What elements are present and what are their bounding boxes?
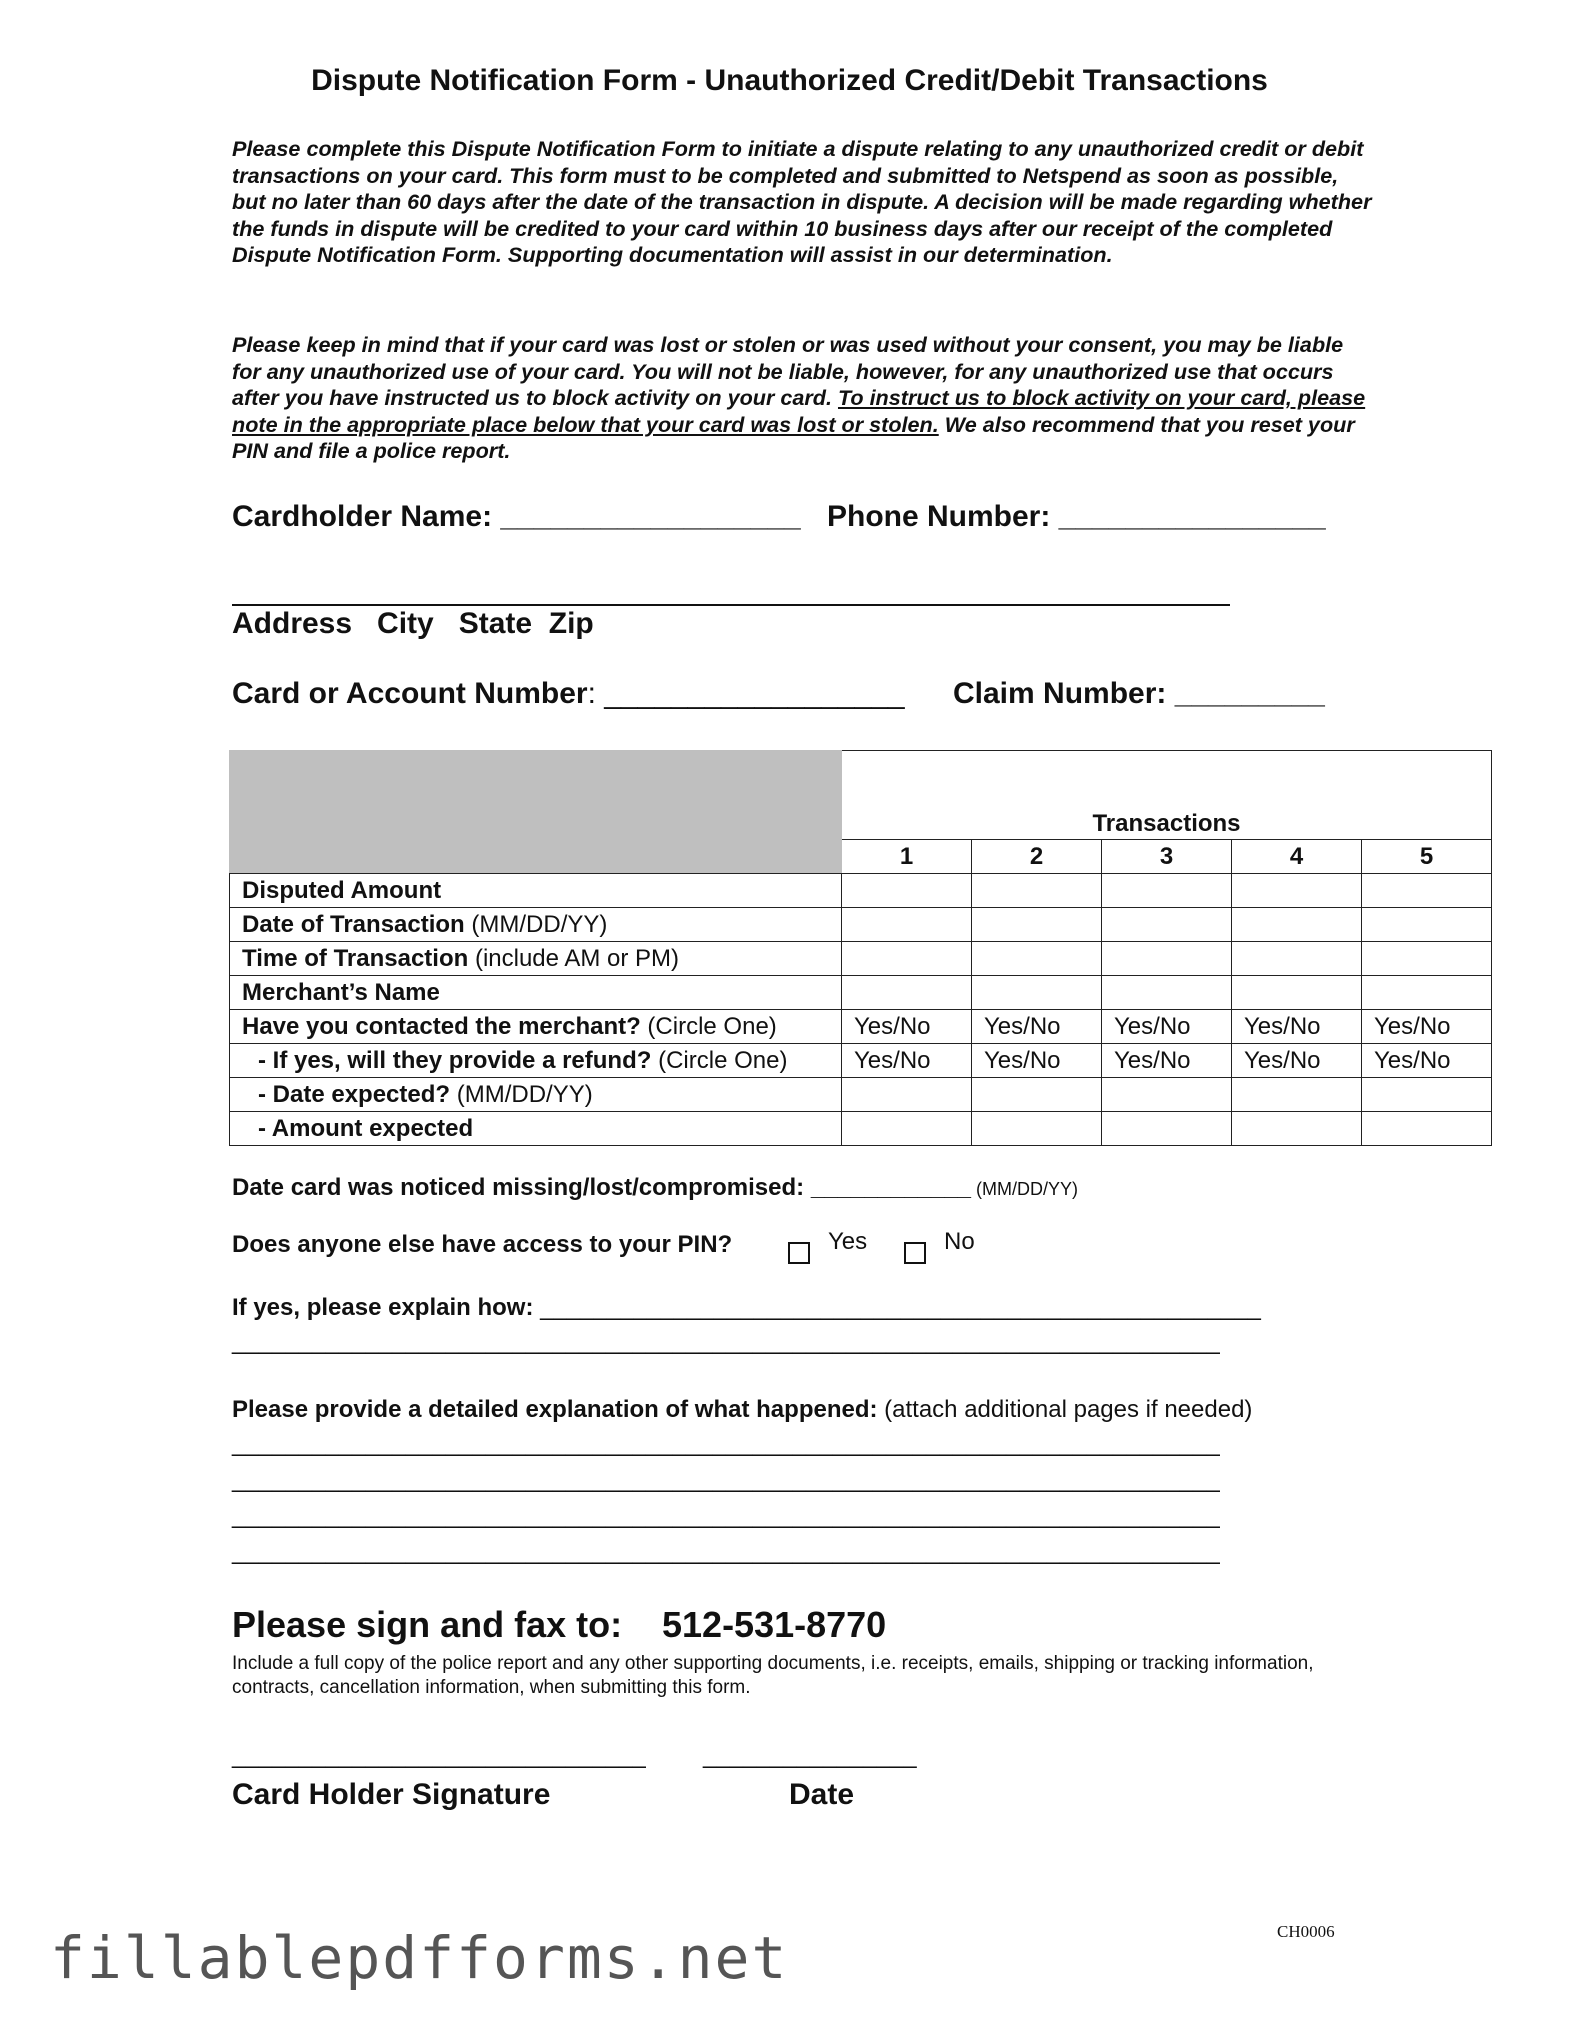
table-row <box>230 1112 1492 1146</box>
claim-number-field[interactable]: Claim Number: _________ <box>953 677 1325 710</box>
pin-yes-label: Yes <box>828 1228 868 1255</box>
explanation-line-3[interactable]: __________________________________________________________________________ <box>232 1502 1220 1529</box>
row-label <box>230 1112 842 1146</box>
fax-number: 512-531-8770 <box>662 1604 887 1645</box>
transactions-body <box>230 874 1492 1146</box>
table-cell[interactable] <box>842 874 972 908</box>
table-cell[interactable] <box>1362 874 1492 908</box>
card-account-field[interactable]: Card or Account Number: __________________ <box>232 677 905 710</box>
table-cell[interactable] <box>972 942 1102 976</box>
table-cell[interactable] <box>972 976 1102 1010</box>
table-cell[interactable] <box>1362 1078 1492 1112</box>
explain-how-label: If yes, please explain how: <box>232 1294 541 1321</box>
row-label <box>230 908 842 942</box>
cardholder-name-field[interactable]: Cardholder Name: __________________ <box>232 500 801 533</box>
row-label-text: Have you contacted the merchant? <box>242 1013 641 1040</box>
row-label-text: Time of Transaction <box>242 945 469 972</box>
table-cell[interactable] <box>1232 1078 1362 1112</box>
table-cell[interactable] <box>842 1078 972 1112</box>
column-number: 3 <box>1102 840 1232 874</box>
row-label <box>230 874 842 908</box>
row-label-note: (MM/DD/YY) <box>464 911 608 938</box>
phone-number-field[interactable]: Phone Number: ________________ <box>827 500 1326 533</box>
fax-note: Include a full copy of the police report and any other supporting documents, i.e. receipts, emails, shipping or tracking information, contracts, cancellation information, when submitting this form. <box>232 1653 1314 1698</box>
explanation-line-1[interactable]: __________________________________________________________________________ <box>232 1430 1220 1457</box>
row-label <box>230 1078 842 1112</box>
pin-access-question: Does anyone else have access to your PIN? <box>232 1231 733 1258</box>
table-cell[interactable]: Yes/No <box>1232 1010 1362 1044</box>
signature-line[interactable]: _______________________________ <box>232 1742 646 1769</box>
pin-no-checkbox[interactable] <box>904 1242 926 1264</box>
watermark: fillablepdfforms.net <box>50 1924 789 1992</box>
pin-yes-checkbox[interactable] <box>788 1242 810 1264</box>
row-label-text: - If yes, will they provide a refund? <box>258 1047 652 1074</box>
table-cell[interactable] <box>1102 908 1232 942</box>
pin-no-label: No <box>944 1228 975 1255</box>
table-cell[interactable] <box>1362 976 1492 1010</box>
row-label <box>230 1010 842 1044</box>
transactions-table <box>229 750 1492 1146</box>
block-instruction-text: To instruct us to block activity on your card, please note in the appropriate place below that your card was lost or stolen. <box>232 385 1366 437</box>
table-cell[interactable] <box>1232 908 1362 942</box>
table-cell[interactable] <box>1232 874 1362 908</box>
row-label-text: - Date expected? <box>258 1081 451 1108</box>
explanation-note: (attach additional pages if needed) <box>877 1396 1253 1423</box>
table-cell[interactable] <box>972 1078 1102 1112</box>
pin-reset-text: We also recommend that you reset your PIN and file a police report. <box>232 411 1355 463</box>
table-cell[interactable] <box>972 1112 1102 1146</box>
table-cell[interactable]: Yes/No <box>1362 1010 1492 1044</box>
row-label <box>230 1044 842 1078</box>
table-cell[interactable]: Yes/No <box>1102 1044 1232 1078</box>
missing-date-format: (MM/DD/YY) <box>970 1179 1078 1199</box>
table-cell[interactable]: Yes/No <box>972 1010 1102 1044</box>
table-row <box>230 976 1492 1010</box>
table-cell[interactable] <box>972 874 1102 908</box>
form-code: CH0006 <box>1277 1922 1335 1941</box>
table-row <box>230 942 1492 976</box>
row-label-text: Disputed Amount <box>242 877 442 904</box>
transactions-header: Transactions <box>842 751 1492 840</box>
address-labels: Address City State Zip <box>232 607 594 640</box>
table-cell[interactable] <box>1232 942 1362 976</box>
table-cell[interactable] <box>1102 976 1232 1010</box>
table-cell[interactable] <box>1232 1112 1362 1146</box>
liability-text: Please keep in mind that if your card was lost or stolen or was used without your consent, you may be liable for any unauthorized use of your card. You will not be liable, however, for any unauthorized use that occurs after you have instructed us to block activity on your card. <box>232 332 1344 410</box>
intro-paragraph-2 <box>232 332 1372 465</box>
table-gray-header <box>230 751 842 874</box>
column-number: 1 <box>842 840 972 874</box>
explain-how-line-2[interactable]: __________________________________________________________________________ <box>232 1328 1220 1355</box>
row-label-note: (Circle One) <box>640 1013 777 1040</box>
row-label-text: Merchant’s Name <box>242 979 440 1006</box>
intro-paragraph-1: Please complete this Dispute Notification Form to initiate a dispute relating to any unauthorized credit or debit transactions on your card. This form must to be completed and submitted to Netspend as soon as possible, but no later than 60 days after the date of the transaction in dispute. A decision will be made regarding whether the funds in dispute will be credited to your card within 10 business days after our receipt of the completed Dispute Notification Form. Supporting documentation will assist in our determination. <box>232 136 1372 267</box>
signature-label: Card Holder Signature <box>232 1778 551 1811</box>
explanation-line-4[interactable]: __________________________________________________________________________ <box>232 1538 1220 1565</box>
table-cell[interactable] <box>1362 1112 1492 1146</box>
form-title: Dispute Notification Form - Unauthorized Credit/Debit Transactions <box>311 64 1268 97</box>
table-cell[interactable]: Yes/No <box>1232 1044 1362 1078</box>
table-row <box>230 908 1492 942</box>
table-cell[interactable] <box>1102 1078 1232 1112</box>
explanation-line-2[interactable]: __________________________________________________________________________ <box>232 1466 1220 1493</box>
table-row <box>230 1078 1492 1112</box>
card-account-label: Card or Account Number <box>232 677 588 710</box>
table-cell[interactable] <box>1102 874 1232 908</box>
table-cell[interactable] <box>1102 942 1232 976</box>
table-cell[interactable]: Yes/No <box>842 1044 972 1078</box>
row-label-text: Date of Transaction <box>242 911 465 938</box>
explanation-label: Please provide a detailed explanation of what happened: (attach additional pages if needed) <box>232 1396 1253 1423</box>
table-row <box>230 1010 1492 1044</box>
signature-date-label: Date <box>789 1778 855 1811</box>
column-number: 5 <box>1362 840 1492 874</box>
table-cell[interactable] <box>1232 976 1362 1010</box>
row-label-text: - Amount expected <box>258 1115 474 1142</box>
table-cell[interactable]: Yes/No <box>842 1010 972 1044</box>
table-cell[interactable]: Yes/No <box>1362 1044 1492 1078</box>
table-row <box>230 1044 1492 1078</box>
table-cell[interactable] <box>842 908 972 942</box>
fax-label: Please sign and fax to: <box>232 1604 623 1645</box>
row-label-note: (include AM or PM) <box>468 945 680 972</box>
missing-date-label: Date card was noticed missing/lost/compromised: ____________ <box>232 1174 971 1201</box>
explain-how-field[interactable]: If yes, please explain how: ______________________________________________________ <box>232 1294 1261 1321</box>
column-number: 2 <box>972 840 1102 874</box>
row-label <box>230 976 842 1010</box>
table-cell[interactable] <box>842 942 972 976</box>
table-cell[interactable] <box>1102 1112 1232 1146</box>
missing-date-field[interactable] <box>232 1174 1078 1202</box>
row-label-note: (MM/DD/YY) <box>450 1081 593 1108</box>
table-cell[interactable] <box>972 908 1102 942</box>
address-line[interactable] <box>232 604 1230 606</box>
table-cell[interactable] <box>842 1112 972 1146</box>
column-number: 4 <box>1232 840 1362 874</box>
signature-date-line[interactable]: ________________ <box>703 1742 917 1769</box>
table-row <box>230 874 1492 908</box>
row-label-note: (Circle One) <box>651 1047 788 1074</box>
row-label <box>230 942 842 976</box>
table-cell[interactable] <box>1362 908 1492 942</box>
table-cell[interactable]: Yes/No <box>972 1044 1102 1078</box>
table-cell[interactable]: Yes/No <box>1102 1010 1232 1044</box>
table-cell[interactable] <box>842 976 972 1010</box>
table-cell[interactable] <box>1362 942 1492 976</box>
